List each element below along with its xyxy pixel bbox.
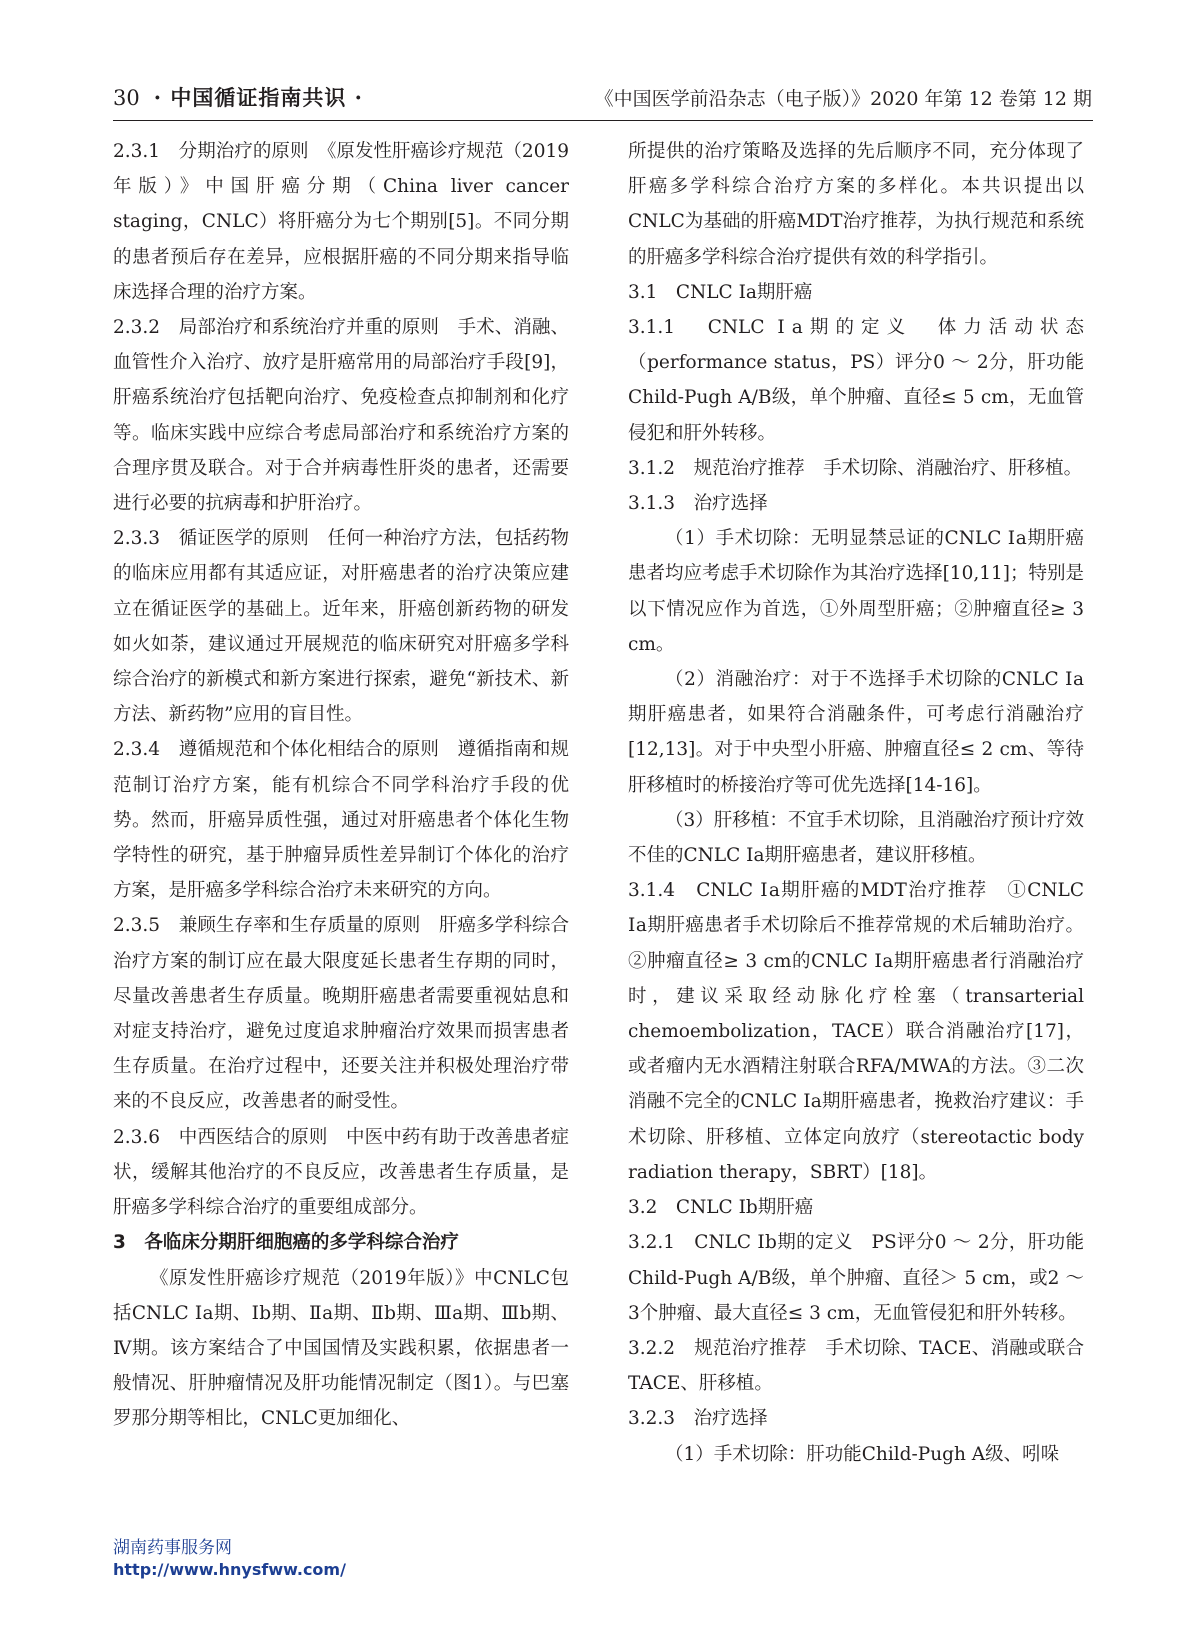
para-2-3-2: 2.3.2 局部治疗和系统治疗并重的原则 手术、消融、血管性介入治疗、放疗是肝癌常用的局部治疗手段[9]，肝癌系统治疗包括靶向治疗、免疫检查点抑制剂和化疗等。临床实践中应综合考虑局部治疗和系统治疗方案的合理序贯及联合。对于合并病毒性肝炎的患者，还需要进行必要的抗病毒和护肝治疗。 xyxy=(113,317,569,515)
para-2-3-6: 2.3.6 中西医结合的原则 中医中药有助于改善患者症状，缓解其他治疗的不良反应，改善患者生存质量，是肝癌多学科综合治疗的重要组成部分。 xyxy=(113,1126,569,1219)
right-column xyxy=(628,134,1084,1472)
section-3-heading: 3 各临床分期肝细胞癌的多学科综合治疗 xyxy=(113,1232,459,1254)
left-column xyxy=(113,134,569,1437)
header-rule xyxy=(113,120,1093,121)
site-url[interactable]: http://www.hnysfww.com/ xyxy=(113,1560,346,1579)
page-number: 30 xyxy=(113,86,140,110)
watermark-footer xyxy=(113,1537,346,1581)
heading-3-1-3: 3.1.3 治疗选择 xyxy=(628,493,768,515)
section-title: · 中国循证指南共识 · xyxy=(153,85,363,110)
para-2-3-4: 2.3.4 遵循规范和个体化相结合的原则 遵循指南和规范制订治疗方案，能有机综合不同学科治疗手段的优势。然而，肝癌异质性强，通过对肝癌患者个体化生物学特性的研究，基于肿瘤异质性差异制订个体化的治疗方案，是肝癌多学科综合治疗未来研究的方向。 xyxy=(113,739,569,902)
site-name: 湖南药事服务网 xyxy=(113,1538,232,1558)
para-surgery: （1）手术切除：无明显禁忌证的CNLC Ⅰa期肝癌患者均应考虑手术切除作为其治疗选择[10,11]；特别是以下情况应作为首选，①外周型肝癌；②肿瘤直径≥ 3 cm。 xyxy=(628,528,1084,655)
heading-3-1: 3.1 CNLC Ⅰa期肝癌 xyxy=(628,281,813,303)
para-3-1-4: 3.1.4 CNLC Ⅰa期肝癌的MDT治疗推荐 ①CNLC Ⅰa期肝癌患者手术切除后不推荐常规的术后辅助治疗。②肿瘤直径≥ 3 cm的CNLC Ⅰa期肝癌患者行消融治疗时，建议采取经动脉化疗栓塞（transarterial chemoembolization，TACE）联合消融治疗[17]，或者瘤内无水酒精注射联合RFA/MWA的方法。③二次消融不完全的CNLC Ⅰa期肝癌患者，挽救治疗建议：手术切除、肝移植、立体定向放疗（stereotactic body radiation therapy，SBRT）[18]。 xyxy=(628,880,1084,1183)
journal-citation: 《中国医学前沿杂志（电子版）》2020 年第 12 卷第 12 期 xyxy=(594,88,1092,110)
para-3-1-1: 3.1.1 CNLC Ⅰa期的定义 体力活动状态（performance status，PS）评分0 ～ 2分，肝功能Child-Pugh A/B级，单个肿瘤、直径≤ 5 cm，无血管侵犯和肝外转移。 xyxy=(628,317,1084,444)
para-surgery-ib: （1）手术切除：肝功能Child-Pugh A级、吲哚 xyxy=(665,1443,1060,1465)
running-head-left xyxy=(113,82,363,112)
para-2-3-3: 2.3.3 循证医学的原则 任何一种治疗方法，包括药物的临床应用都有其适应证，对肝癌患者的治疗决策应建立在循证医学的基础上。近年来，肝癌创新药物的研发如火如荼，建议通过开展规范的临床研究对肝癌多学科综合治疗的新模式和新方案进行探索，避免“新技术、新方法、新药物”应用的盲目性。 xyxy=(113,528,569,726)
para-continuation: 所提供的治疗策略及选择的先后顺序不同，充分体现了肝癌多学科综合治疗方案的多样化。本共识提出以CNLC为基础的肝癌MDT治疗推荐，为执行规范和系统的肝癌多学科综合治疗提供有效的科学指引。 xyxy=(628,141,1084,268)
para-transplant: （3）肝移植：不宜手术切除，且消融治疗预计疗效不佳的CNLC Ⅰa期肝癌患者，建议肝移植。 xyxy=(628,809,1084,867)
para-cnlc-intro: 《原发性肝癌诊疗规范（2019年版）》中CNLC包括CNLC Ⅰa期、Ⅰb期、Ⅱa期、Ⅱb期、Ⅲa期、Ⅲb期、Ⅳ期。该方案结合了中国国情及实践积累，依据患者一般情况、肝肿瘤情况及肝功能情况制定（图1）。与巴塞罗那分期等相比，CNLC更加细化、 xyxy=(113,1267,569,1430)
para-3-1-2: 3.1.2 规范治疗推荐 手术切除、消融治疗、肝移植。 xyxy=(628,457,1083,479)
para-2-3-1: 2.3.1 分期治疗的原则 《原发性肝癌诊疗规范（2019年版）》中国肝癌分期（China liver cancer staging，CNLC）将肝癌分为七个期别[5]。不同分期的患者预后存在差异，应根据肝癌的不同分期来指导临床选择合理的治疗方案。 xyxy=(113,141,569,303)
para-3-2-2: 3.2.2 规范治疗推荐 手术切除、TACE、消融或联合TACE、肝移植。 xyxy=(628,1337,1084,1395)
heading-3-2: 3.2 CNLC Ⅰb期肝癌 xyxy=(628,1197,814,1219)
para-3-2-1: 3.2.1 CNLC Ⅰb期的定义 PS评分0 ～ 2分，肝功能Child-Pugh A/B级，单个肿瘤、直径＞ 5 cm，或2 ～ 3个肿瘤、最大直径≤ 3 cm，无血管侵犯和肝外转移。 xyxy=(628,1232,1084,1324)
page-header xyxy=(0,82,1200,118)
heading-3-2-3: 3.2.3 治疗选择 xyxy=(628,1408,768,1430)
para-ablation: （2）消融治疗：对于不选择手术切除的CNLC Ⅰa期肝癌患者，如果符合消融条件，可考虑行消融治疗[12,13]。对于中央型小肝癌、肿瘤直径≤ 2 cm、等待肝移植时的桥接治疗等可优先选择[14-16]。 xyxy=(628,669,1084,796)
para-2-3-5: 2.3.5 兼顾生存率和生存质量的原则 肝癌多学科综合治疗方案的制订应在最大限度延长患者生存期的同时，尽量改善患者生存质量。晚期肝癌患者需要重视姑息和对症支持治疗，避免过度追求肿瘤治疗效果而损害患者生存质量。在治疗过程中，还要关注并积极处理治疗带来的不良反应，改善患者的耐受性。 xyxy=(113,915,569,1113)
